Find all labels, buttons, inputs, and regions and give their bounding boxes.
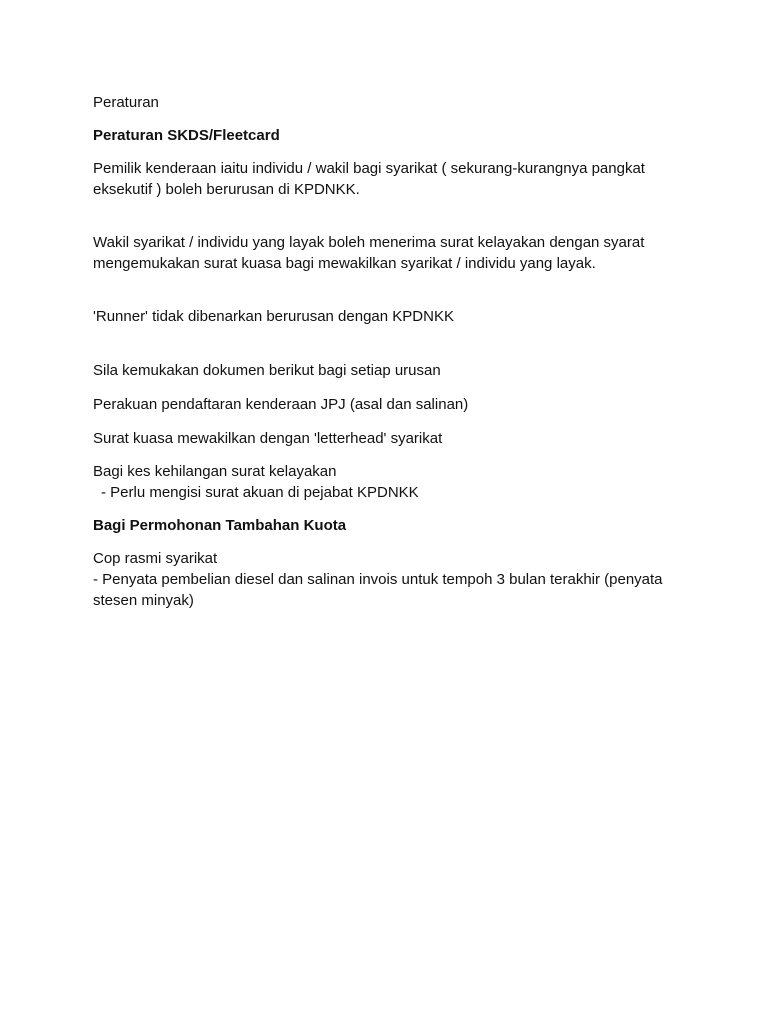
paragraph-lost-letter	[93, 461, 419, 503]
paragraph-quota-requirements	[93, 548, 673, 611]
paragraph-owner-eligibility: Pemilik kenderaan iaitu individu / wakil bagi syarikat ( sekurang-kurangnya pangkat eksekutif ) boleh berurusan di KPDNKK.	[93, 160, 650, 198]
paragraph-documents-intro: Sila kemukakan dokumen berikut bagi setiap urusan	[93, 362, 441, 379]
document-heading: Peraturan	[93, 94, 159, 111]
paragraph-jpj-certificate: Perakuan pendaftaran kenderaan JPJ (asal dan salinan)	[93, 396, 469, 413]
lost-letter-line: Bagi kes kehilangan surat kelayakan	[93, 463, 337, 480]
paragraph-representative: Wakil syarikat / individu yang layak boleh menerima surat kelayakan dengan syarat mengemukakan surat kuasa bagi mewakilkan syarikat / individu yang layak.	[93, 234, 649, 272]
paragraph-runner-notice: 'Runner' tidak dibenarkan berurusan dengan KPDNKK	[93, 308, 454, 325]
section-title-skds: Peraturan SKDS/Fleetcard	[93, 127, 280, 144]
quota-company-stamp: Cop rasmi syarikat	[93, 550, 218, 567]
section-title-quota: Bagi Permohonan Tambahan Kuota	[93, 517, 347, 534]
lost-letter-bullet: - Perlu mengisi surat akuan di pejabat KPDNKK	[101, 484, 419, 501]
paragraph-authorization-letter: Surat kuasa mewakilkan dengan 'letterhead' syarikat	[93, 430, 443, 447]
quota-diesel-statement: - Penyata pembelian diesel dan salinan invois untuk tempoh 3 bulan terakhir (penyata stesen minyak)	[93, 571, 663, 609]
